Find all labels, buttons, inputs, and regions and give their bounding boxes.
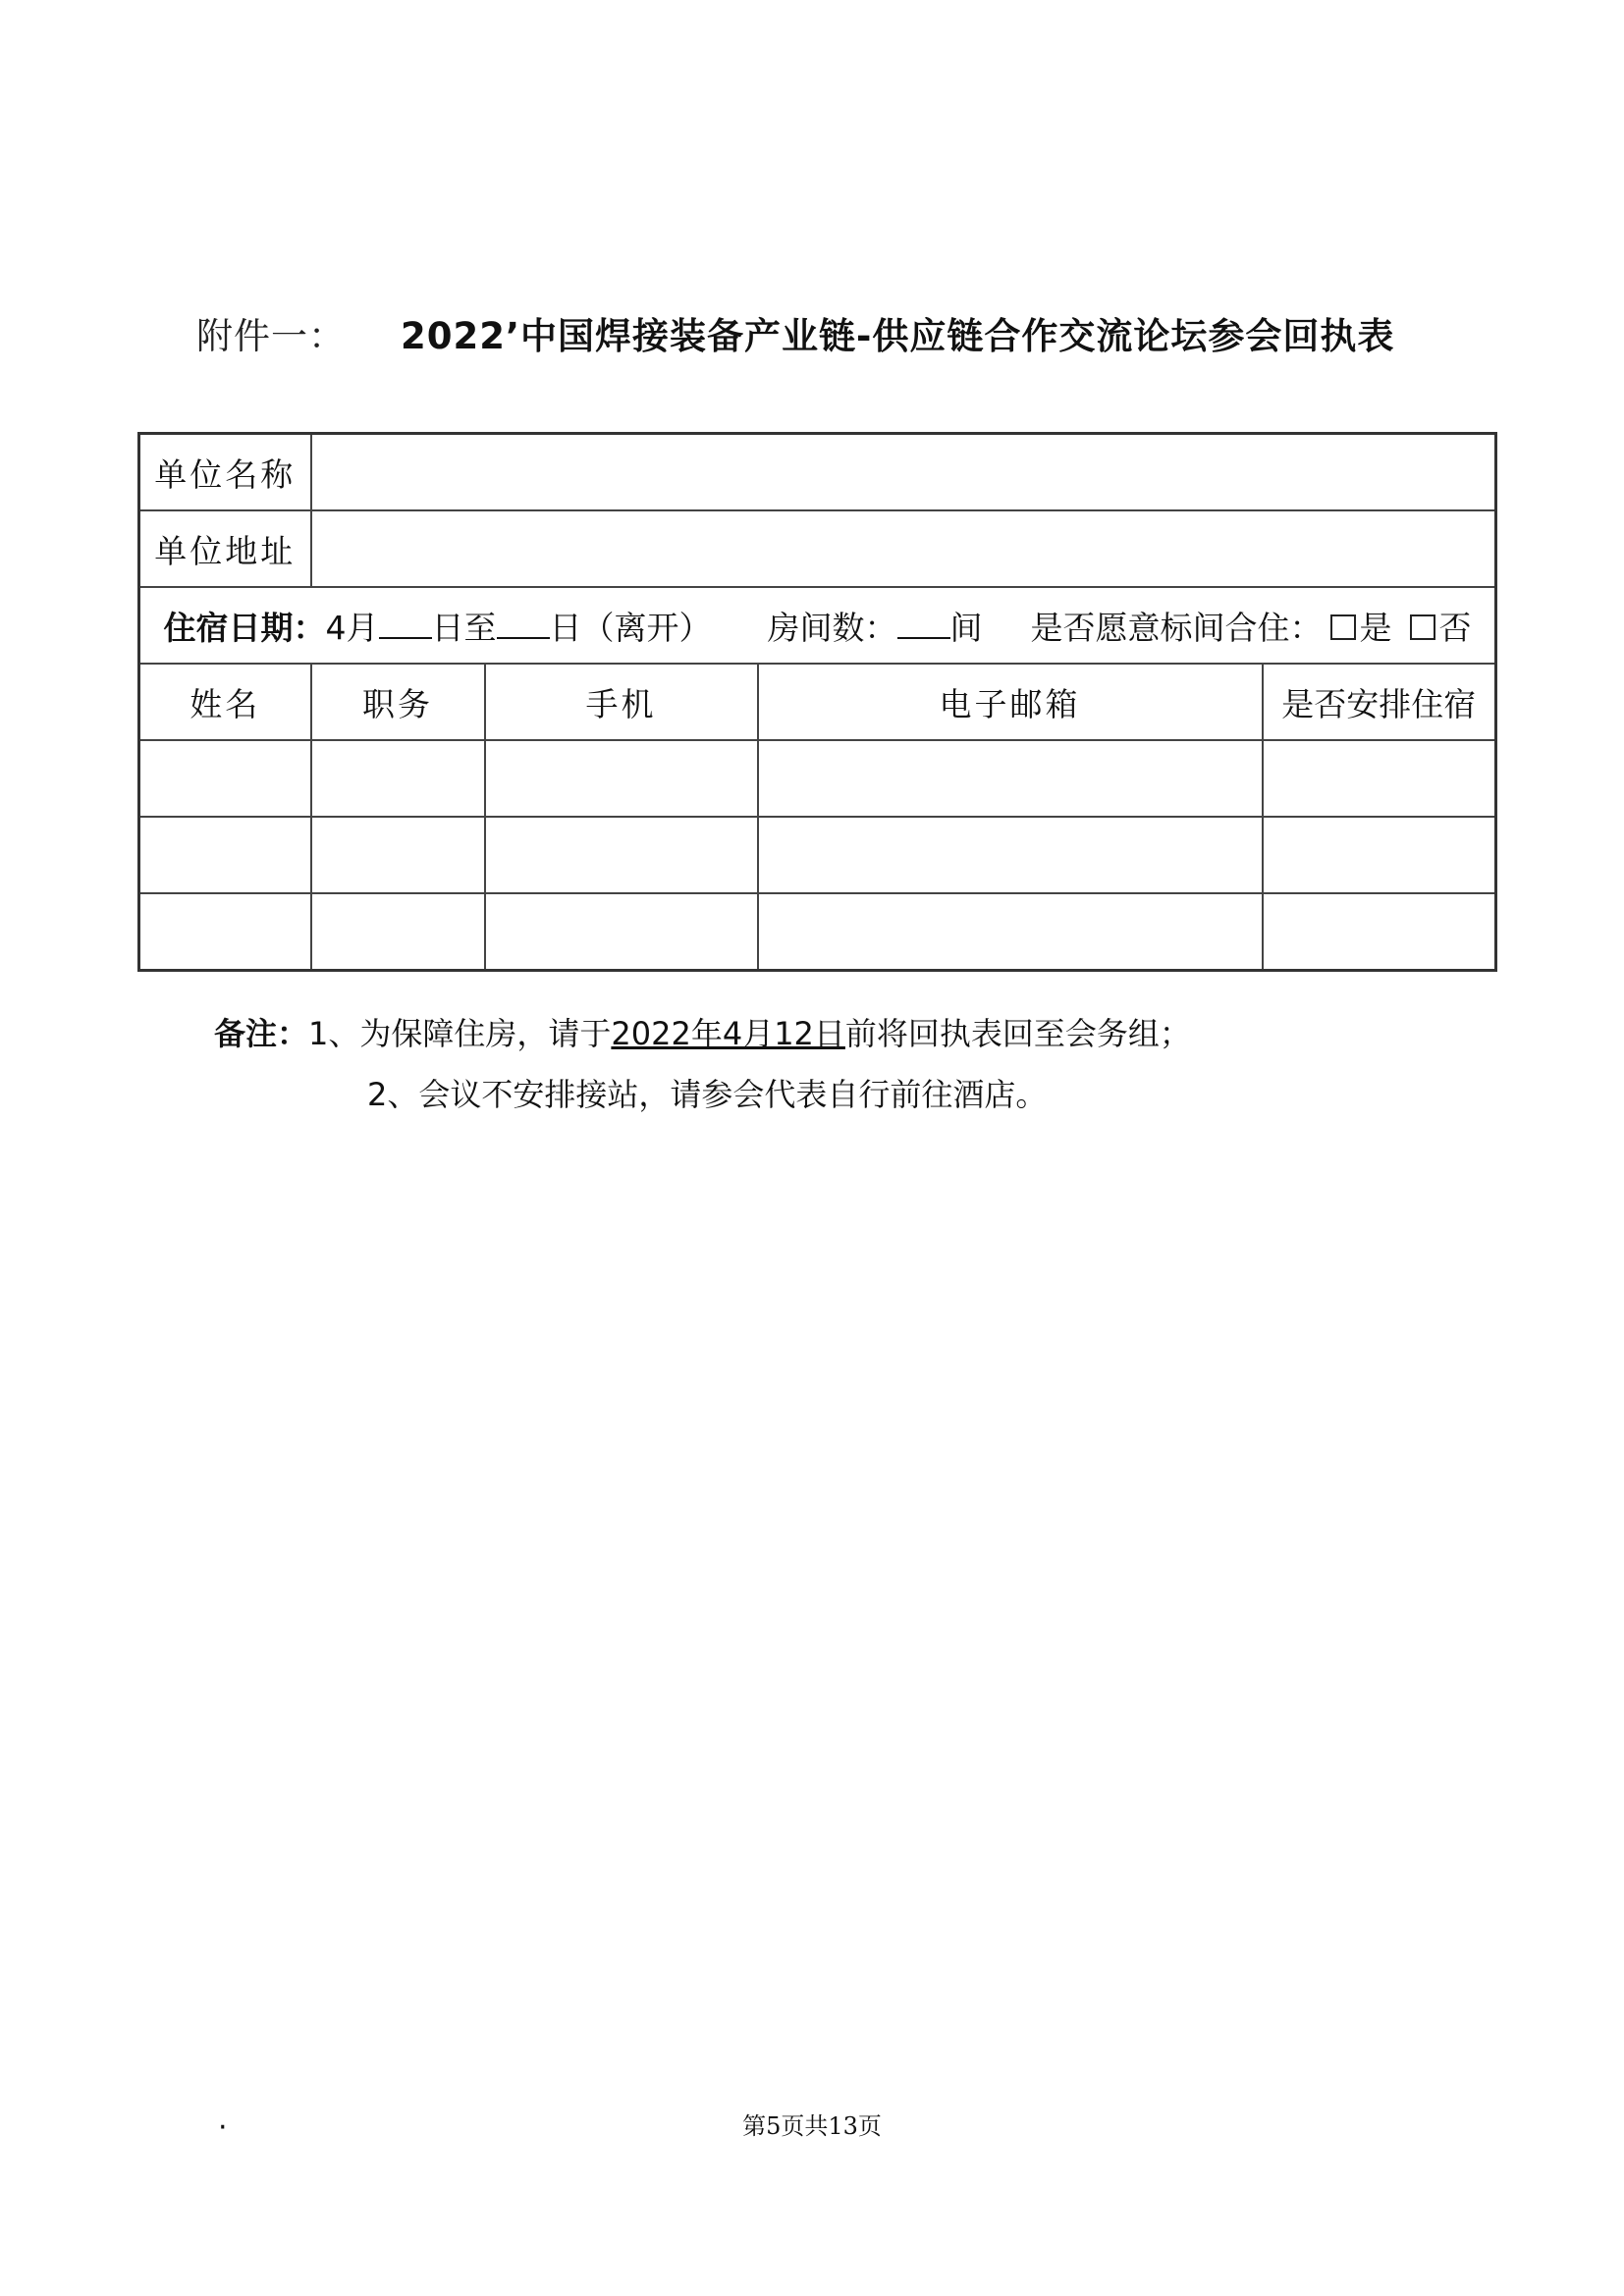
col-name-header: 姓名 (139, 664, 311, 740)
email-cell[interactable] (758, 740, 1263, 817)
arrival-day-blank[interactable] (379, 610, 432, 639)
notes-label: 备注： (214, 1015, 309, 1052)
rooms-unit: 间 (949, 608, 983, 647)
no-checkbox[interactable] (1410, 614, 1435, 640)
unit-address-row (139, 510, 1496, 587)
rooms-label: 房间数： (767, 608, 897, 647)
attachment-label: 附件一： (196, 315, 346, 357)
registration-form-table (137, 432, 1497, 972)
col-mobile-header: 手机 (485, 664, 758, 740)
rooms-blank[interactable] (897, 610, 950, 639)
yes-label: 是 (1359, 608, 1392, 647)
lodging-leave: 日（离开） (549, 608, 712, 647)
table-row (139, 817, 1496, 893)
mobile-cell[interactable] (485, 817, 758, 893)
mobile-cell[interactable] (485, 893, 758, 971)
unit-name-field[interactable] (311, 434, 1496, 511)
lodging-month: 4月 (325, 608, 379, 647)
lodging-date-label: 住宿日期： (163, 608, 326, 647)
col-lodging-header: 是否安排住宿 (1263, 664, 1496, 740)
note1-date: 2022年4月12日 (611, 1015, 845, 1052)
name-cell[interactable] (139, 893, 311, 971)
unit-name-row (139, 434, 1496, 511)
form-title: 2022’中国焊接装备产业链-供应链合作交流论坛参会回执表 (401, 315, 1395, 357)
position-cell[interactable] (311, 817, 485, 893)
lodging-cell-entry[interactable] (1263, 740, 1496, 817)
unit-address-label: 单位地址 (139, 510, 311, 587)
email-cell[interactable] (758, 893, 1263, 971)
notes-line-1 (214, 1009, 1191, 1054)
lodging-cell (139, 587, 1496, 664)
col-email-header: 电子邮箱 (758, 664, 1263, 740)
share-question: 是否愿意标间合住： (1030, 608, 1323, 647)
lodging-to: 日至 (431, 608, 497, 647)
yes-checkbox[interactable] (1330, 614, 1356, 640)
notes-line-2: 2、会议不安排接站，请参会代表自行前往酒店。 (367, 1076, 1048, 1113)
name-cell[interactable] (139, 740, 311, 817)
footer-bullet: · (218, 2110, 228, 2145)
col-position-header: 职务 (311, 664, 485, 740)
lodging-cell-entry[interactable] (1263, 817, 1496, 893)
unit-name-label: 单位名称 (139, 434, 311, 511)
no-label: 否 (1438, 608, 1472, 647)
note1-after: 前将回执表回至会务组； (844, 1015, 1191, 1052)
note1-before: 1、为保障住房，请于 (308, 1015, 612, 1052)
table-row (139, 740, 1496, 817)
table-row (139, 893, 1496, 971)
position-cell[interactable] (311, 893, 485, 971)
position-cell[interactable] (311, 740, 485, 817)
lodging-cell-entry[interactable] (1263, 893, 1496, 971)
name-cell[interactable] (139, 817, 311, 893)
lodging-row (139, 587, 1496, 664)
column-header-row (139, 664, 1496, 740)
unit-address-field[interactable] (311, 510, 1496, 587)
departure-day-blank[interactable] (497, 610, 550, 639)
document-title (196, 306, 1473, 359)
email-cell[interactable] (758, 817, 1263, 893)
page-number: 第5页共13页 (742, 2112, 882, 2140)
mobile-cell[interactable] (485, 740, 758, 817)
